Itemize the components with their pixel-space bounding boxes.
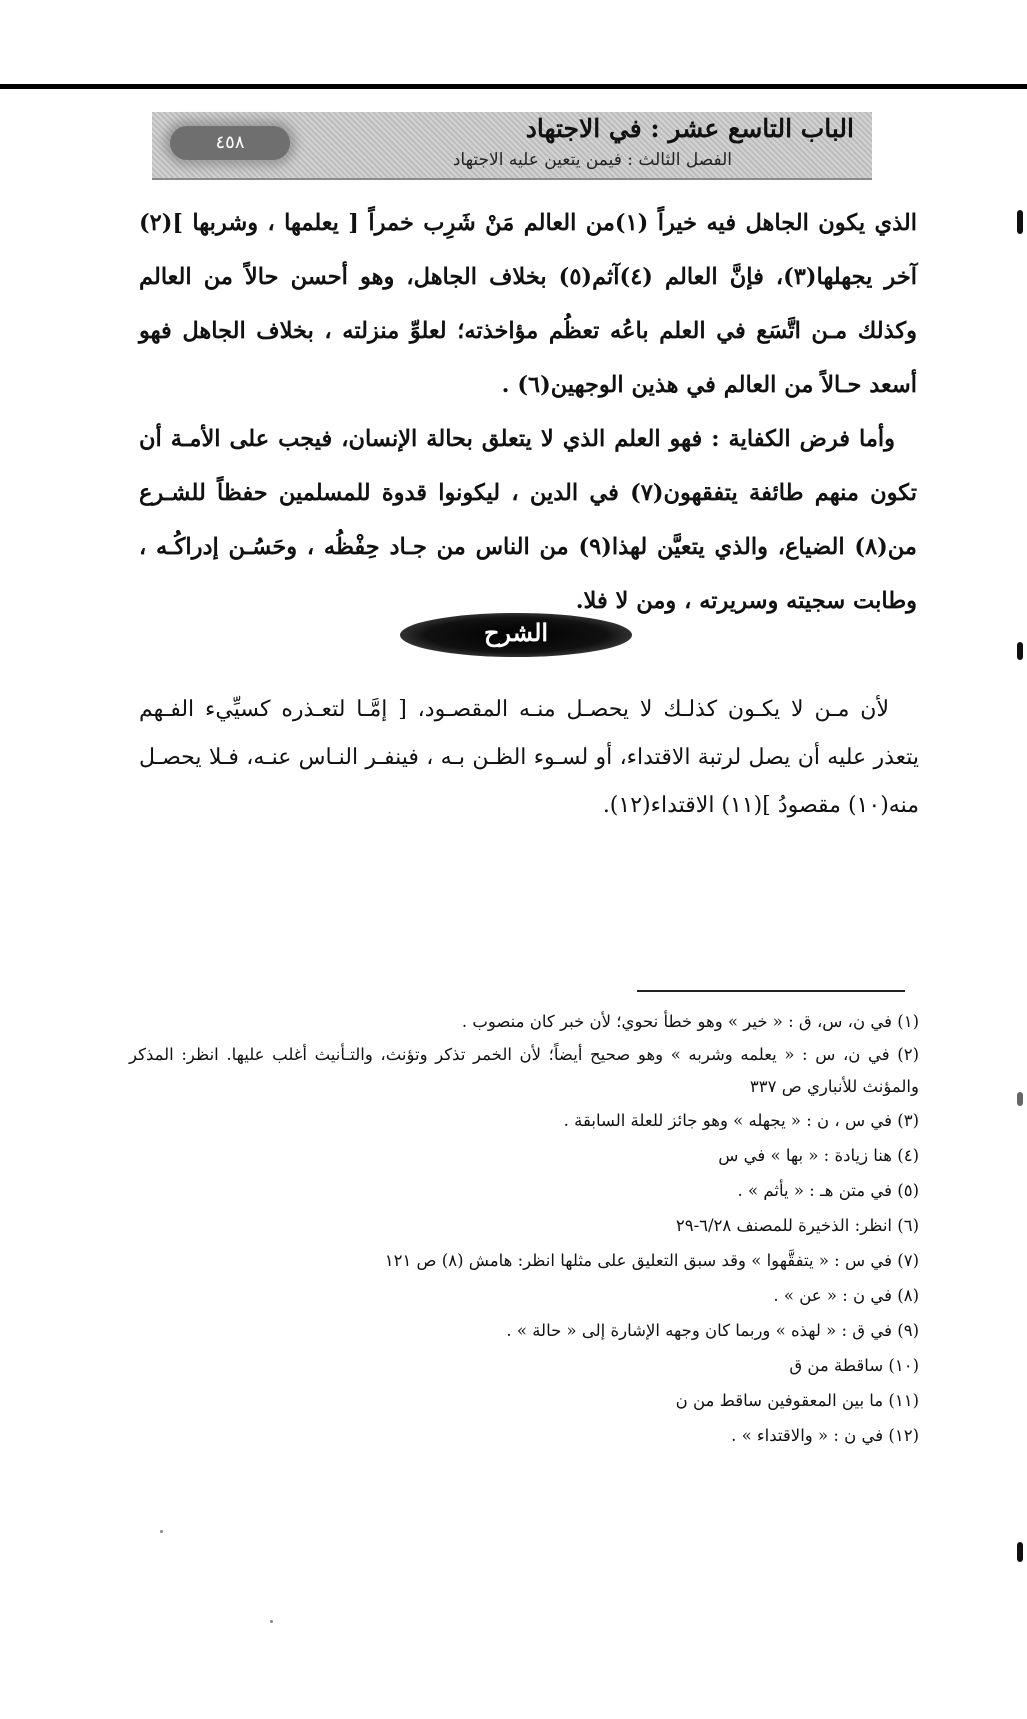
commentary-paragraph: لأن مـن لا يكـون كذلـك لا يحصـل منـه المقصـود، [ إمَّـا لتعـذره كسيِّيء الفـهم يتعذر عليه أن يصل لرتبة الاقتداء، أو لسـوء الظـن بـه ، فينفـر النـاس عنـه، فـلا يحصـل منه(١٠) مقصودُ ](١١) الاقتداء(١٢). bbox=[139, 697, 919, 818]
binding-edge-mark bbox=[1017, 210, 1023, 234]
footnotes-list bbox=[129, 1004, 919, 1453]
binding-edge-mark bbox=[1017, 1542, 1023, 1562]
footnote-item: (٨) في ن : « عن » . bbox=[773, 1286, 919, 1305]
footnote-item: (٥) في متن هـ : « يأثم » . bbox=[737, 1181, 919, 1200]
footnote-item: (٣) في س ، ن : « يجهله » وهو جائز للعلة السابقة . bbox=[563, 1111, 919, 1130]
main-paragraph-1: الذي يكون الجاهل فيه خيراً (١)من العالم مَنْ شَرِب خمراً [ يعلمها ، وشربها ](٢) آخر يجهلها(٣)، فإنَّ العالم (٤)آثم(٥) بخلاف الجاهل، وهو أحسن حالاً من العالم وكذلك مـن اتَّسَع في العلم باعُه تعظُم مؤاخذته؛ لعلوِّ منزلته ، بخلاف الجاهل فهو أسعد حـالاً من العالم في هذين الوجهين(٦) . bbox=[139, 210, 917, 398]
scan-speck bbox=[160, 1530, 163, 1533]
binding-edge-mark bbox=[1017, 642, 1023, 660]
section-subtitle: الفصل الثالث : فيمن يتعين عليه الاجتهاد bbox=[452, 150, 732, 170]
running-header bbox=[152, 112, 872, 180]
footnote-item: (٤) هنا زيادة : « بها » في س bbox=[718, 1146, 919, 1165]
binding-edge-mark bbox=[1017, 1092, 1023, 1106]
footnote-item: (٧) في س : « يتفقَّهوا » وقد سبق التعليق على مثلها انظر: هامش (٨) ص ١٢١ bbox=[384, 1251, 919, 1270]
footnote-item: (١) في ن، س، ق : « خير » وهو خطأ نحوي؛ لأن خبر كان منصوب . bbox=[461, 1012, 919, 1031]
footnote-item: (١١) ما بين المعقوفين ساقط من ن bbox=[675, 1391, 919, 1410]
page-number: ٤٥٨ bbox=[170, 126, 290, 160]
footnote-separator bbox=[637, 990, 905, 992]
main-paragraph-2: وأما فرض الكفاية : فهو العلم الذي لا يتعلق بحالة الإنسان، فيجب على الأمـة أن تكون منهم طائفة يتفقهون(٧) في الدين ، ليكونوا قدوة للمسلمين حفظاً للشـرع من(٨) الضياع، والذي يتعيَّن لهذا(٩) من الناس من جـاد حِفْظُه ، وحَسُـن إدراكُـه ، وطابت سجيته وسريرته ، ومن لا فلا. bbox=[139, 426, 917, 614]
commentary-heading: الشرح bbox=[400, 613, 632, 657]
footnote-item: (٩) في ق : « لهذه » وربما كان وجهه الإشارة إلى « حالة » . bbox=[506, 1321, 919, 1340]
chapter-title: الباب التاسع عشر : في الاجتهاد bbox=[525, 114, 854, 143]
footnote-item: (٢) في ن، س : « يعلمه وشربه » وهو صحيح أيضاً؛ لأن الخمر تذكر وتؤنث، والتـأنيث أغلب عليها. انظر: المذكر والمؤنث للأنباري ص ٣٣٧ bbox=[129, 1045, 919, 1096]
footnote-item: (١٠) ساقطة من ق bbox=[789, 1356, 919, 1375]
footnote-item: (١٢) في ن : « والاقتداء » . bbox=[731, 1426, 919, 1445]
footnote-item: (٦) انظر: الذخيرة للمصنف ٦/٢٨-٢٩ bbox=[675, 1216, 919, 1235]
top-rule bbox=[0, 84, 1027, 89]
scan-speck bbox=[270, 1620, 273, 1623]
